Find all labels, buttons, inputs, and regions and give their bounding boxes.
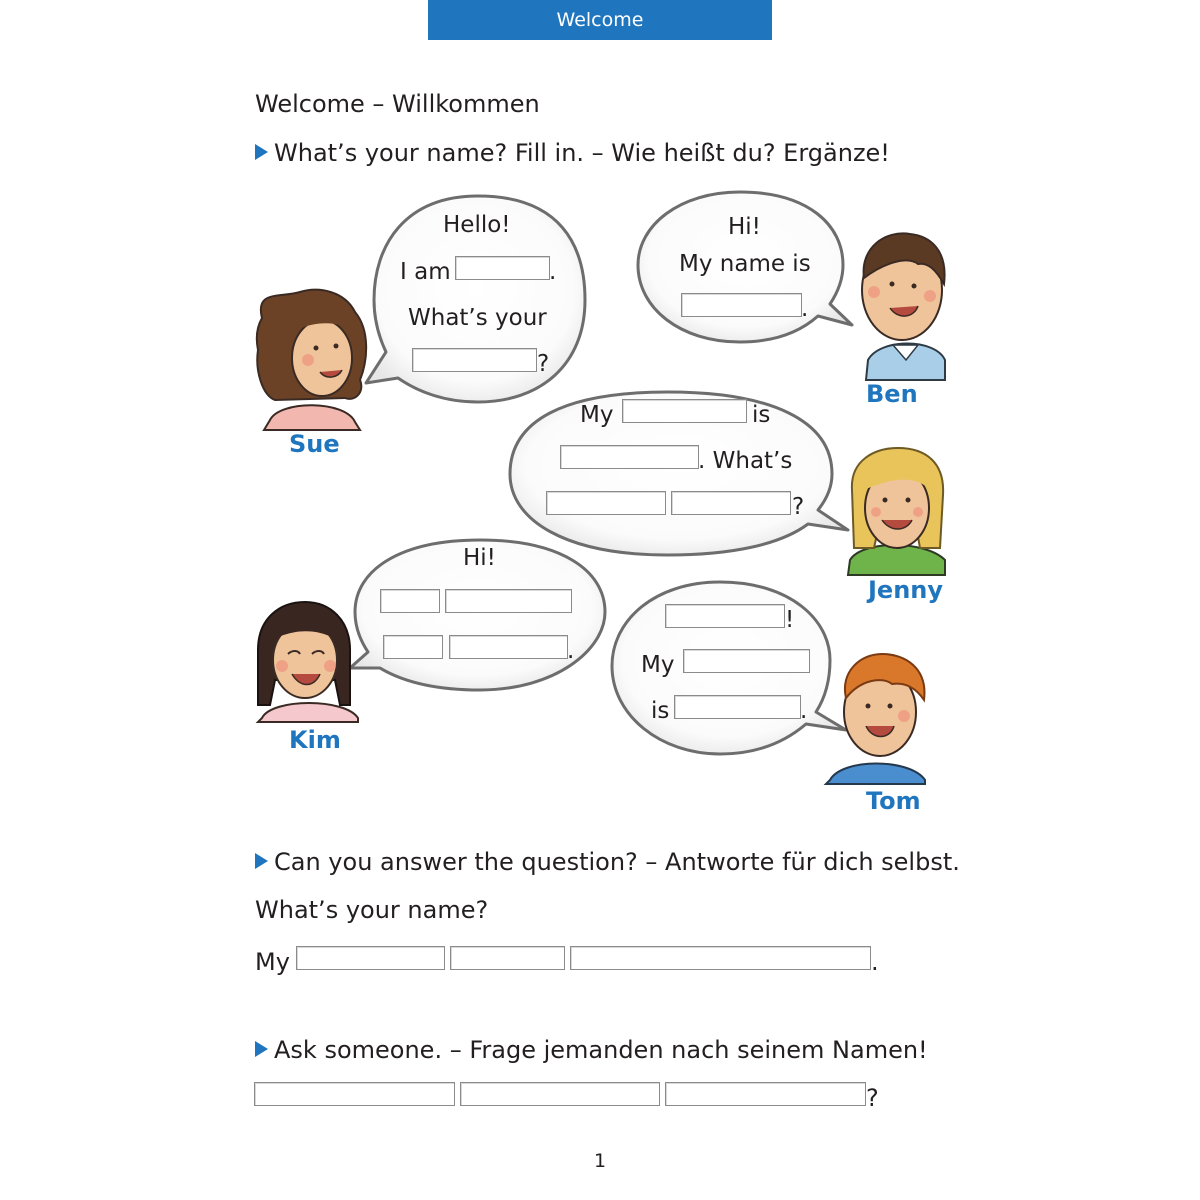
kim-line-end: . [567, 638, 575, 664]
kim-field-2[interactable] [445, 589, 572, 613]
tom-line-is: is [651, 698, 670, 724]
jenny-field-3[interactable] [546, 491, 666, 515]
section-tab-label: Welcome [556, 9, 644, 31]
answer-field-1[interactable] [296, 946, 445, 970]
page-number: 1 [593, 1150, 607, 1172]
instruction-answer [255, 850, 960, 874]
ben-illustration [862, 233, 945, 380]
answer-prefix: My [255, 948, 290, 976]
sue-line-hello: Hello! [443, 212, 511, 238]
tom-field-3[interactable] [674, 695, 801, 719]
tom-line-end: . [800, 698, 808, 724]
answer-suffix: . [871, 948, 879, 976]
ask-field-1[interactable] [254, 1082, 455, 1106]
jenny-field-4[interactable] [671, 491, 791, 515]
ben-line-my-name-is: My name is [679, 251, 811, 277]
name-label-ben: Ben [866, 380, 918, 408]
sue-question-field[interactable] [412, 348, 537, 372]
sue-line-i-am: I am [400, 259, 451, 285]
ben-line-hi: Hi! [728, 214, 761, 240]
sue-line-whats-your: What’s your [408, 305, 547, 331]
tom-illustration [826, 654, 925, 784]
name-label-kim: Kim [289, 726, 341, 754]
jenny-illustration [848, 448, 945, 575]
ben-name-field[interactable] [681, 293, 802, 317]
instruction-fill-in-text: What’s your name? Fill in. – Wie heißt du? Ergänze! [274, 139, 890, 167]
sue-line-i-am-end: . [549, 259, 557, 285]
jenny-field-1[interactable] [622, 399, 747, 423]
jenny-field-2[interactable] [560, 445, 699, 469]
instruction-ask [255, 1038, 928, 1062]
kim-field-4[interactable] [449, 635, 568, 659]
play-arrow-icon [255, 1041, 268, 1057]
name-label-jenny: Jenny [868, 576, 944, 604]
ben-line-end: . [801, 296, 809, 322]
jenny-line-my: My [580, 402, 614, 428]
sue-illustration [257, 290, 366, 430]
instruction-ask-text: Ask someone. – Frage jemanden nach seinem Namen! [274, 1036, 928, 1064]
question-whats-your-name: What’s your name? [255, 896, 489, 924]
ask-suffix: ? [866, 1084, 879, 1112]
jenny-line-question-end: ? [792, 494, 805, 520]
ask-field-2[interactable] [460, 1082, 660, 1106]
answer-field-3[interactable] [570, 946, 871, 970]
instruction-answer-text: Can you answer the question? – Antworte für dich selbst. [274, 848, 960, 876]
play-arrow-icon [255, 853, 268, 869]
kim-field-3[interactable] [383, 635, 443, 659]
tom-line-exclaim: ! [785, 607, 795, 633]
kim-line-hi: Hi! [463, 545, 496, 571]
answer-field-2[interactable] [450, 946, 565, 970]
sue-line-question-end: ? [537, 351, 550, 377]
ask-field-3[interactable] [665, 1082, 866, 1106]
page-title: Welcome – Willkommen [255, 90, 540, 118]
jenny-line-is: is [752, 402, 771, 428]
name-label-tom: Tom [866, 787, 921, 815]
kim-field-1[interactable] [380, 589, 440, 613]
tom-field-1[interactable] [665, 604, 785, 628]
tom-field-2[interactable] [683, 649, 810, 673]
sue-name-field[interactable] [455, 256, 550, 280]
jenny-line-whats: . What’s [698, 448, 793, 474]
kim-illustration [258, 602, 358, 722]
tom-line-my: My [641, 652, 675, 678]
name-label-sue: Sue [289, 430, 340, 458]
